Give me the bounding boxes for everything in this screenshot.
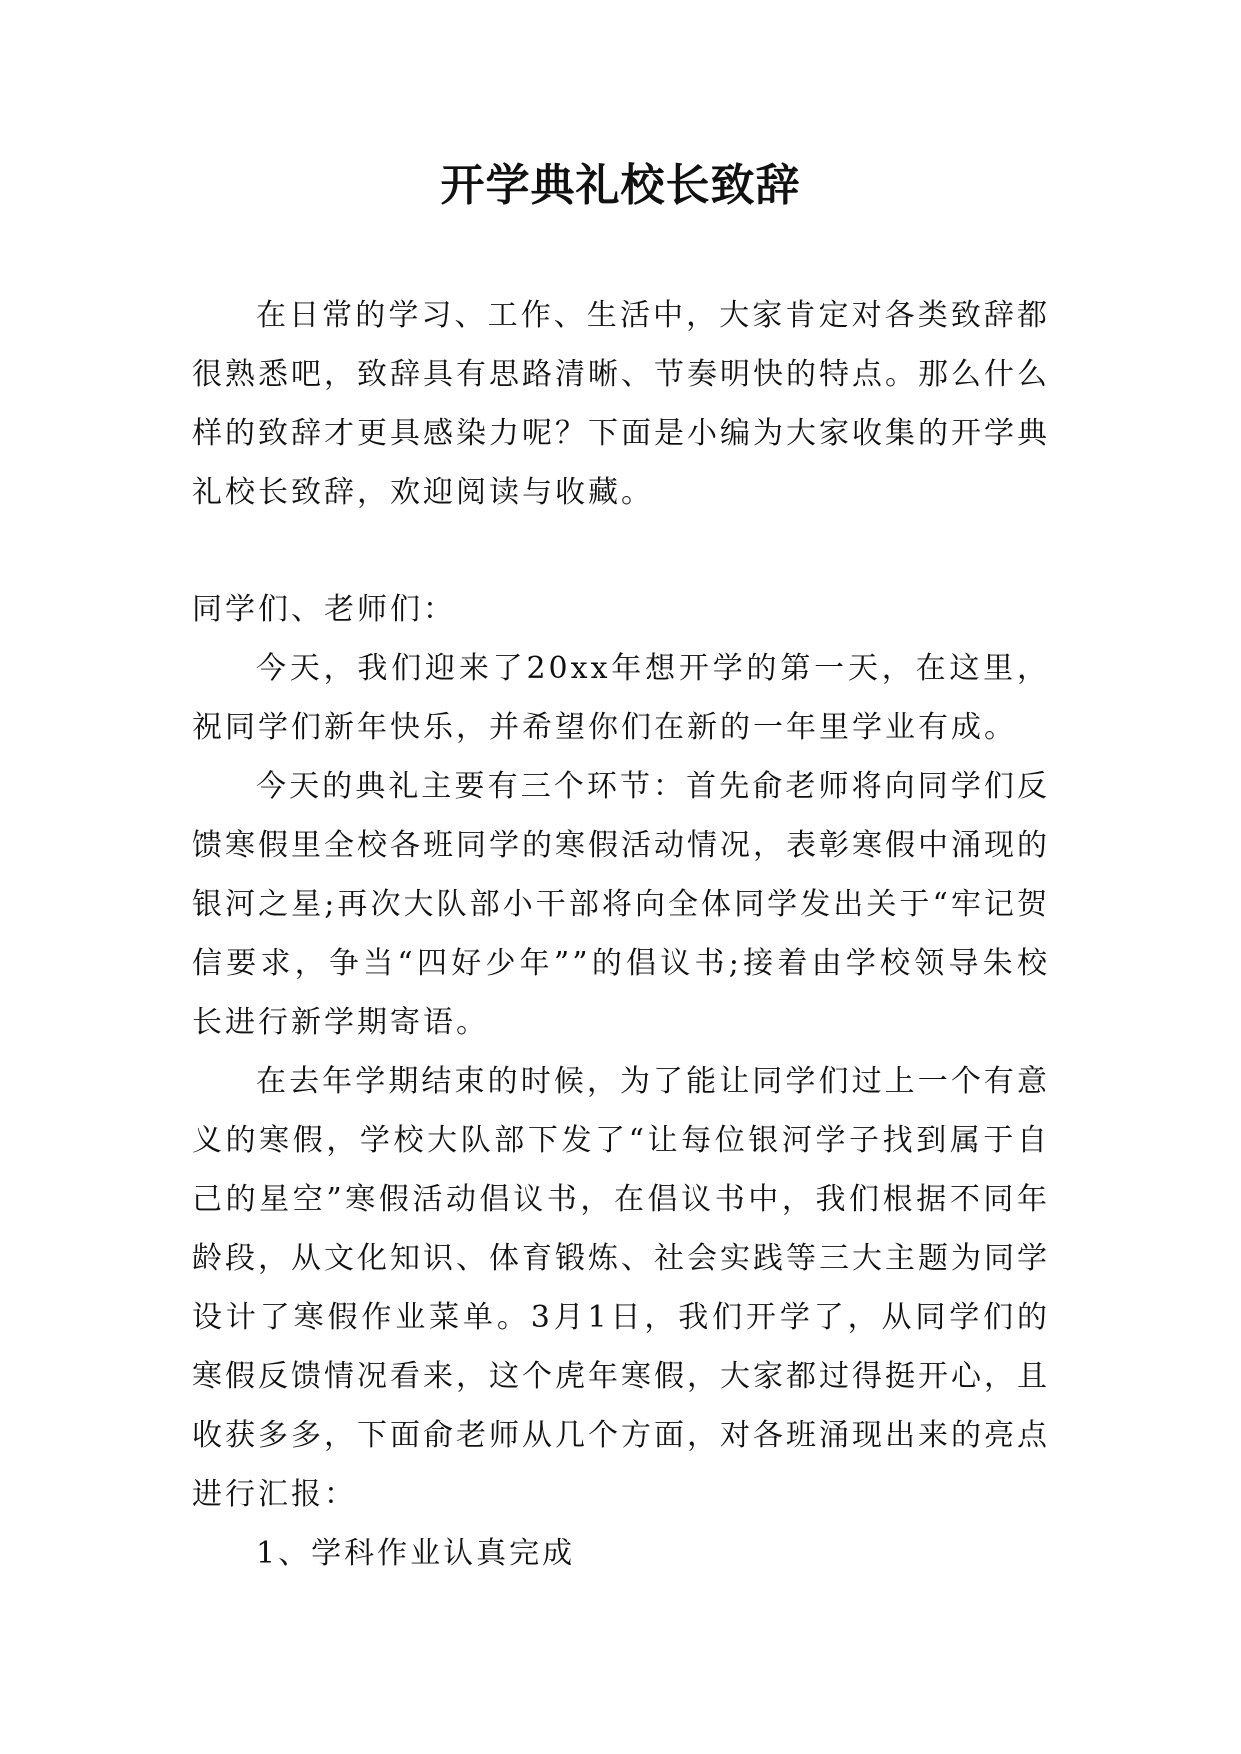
- speech-body: [192, 580, 1050, 1583]
- document-title: 开学典礼校长致辞: [440, 160, 801, 211]
- paragraph-3: 在去年学期结束的时候，为了能让同学们过上一个有意义的寒假，学校大队部下发了“让每位银河学子找到属于自己的星空”寒假活动倡议书，在倡议书中，我们根据不同年龄段，从文化知识、体育锻炼、社会实践等三大主题为同学设计了寒假作业菜单。3月1日，我们开学了，从同学们的寒假反馈情况看来，这个虎年寒假，大家都过得挺开心，且收获多多，下面俞老师从几个方面，对各班涌现出来的亮点进行汇报：: [192, 1064, 1050, 1512]
- intro-paragraph: 在日常的学习、工作、生活中，大家肯定对各类致辞都很熟悉吧，致辞具有思路清晰、节奏明快的特点。那么什么样的致辞才更具感染力呢？下面是小编为大家收集的开学典礼校长致辞，欢迎阅读与收藏。: [192, 298, 1050, 510]
- intro-block: [192, 286, 1050, 522]
- salutation: 同学们、老师们：: [192, 592, 456, 627]
- list-item-1: 1、学科作业认真完成: [256, 1536, 576, 1571]
- paragraph-1: 今天，我们迎来了20xx年想开学的第一天，在这里，祝同学们新年快乐，并希望你们在新的一年里学业有成。: [192, 651, 1050, 745]
- paragraph-2: 今天的典礼主要有三个环节：首先俞老师将向同学们反馈寒假里全校各班同学的寒假活动情况，表彰寒假中涌现的银河之星;再次大队部小干部将向全体同学发出关于“牢记贺信要求，争当“四好少年””的倡议书;接着由学校领导朱校长进行新学期寄语。: [192, 769, 1050, 1040]
